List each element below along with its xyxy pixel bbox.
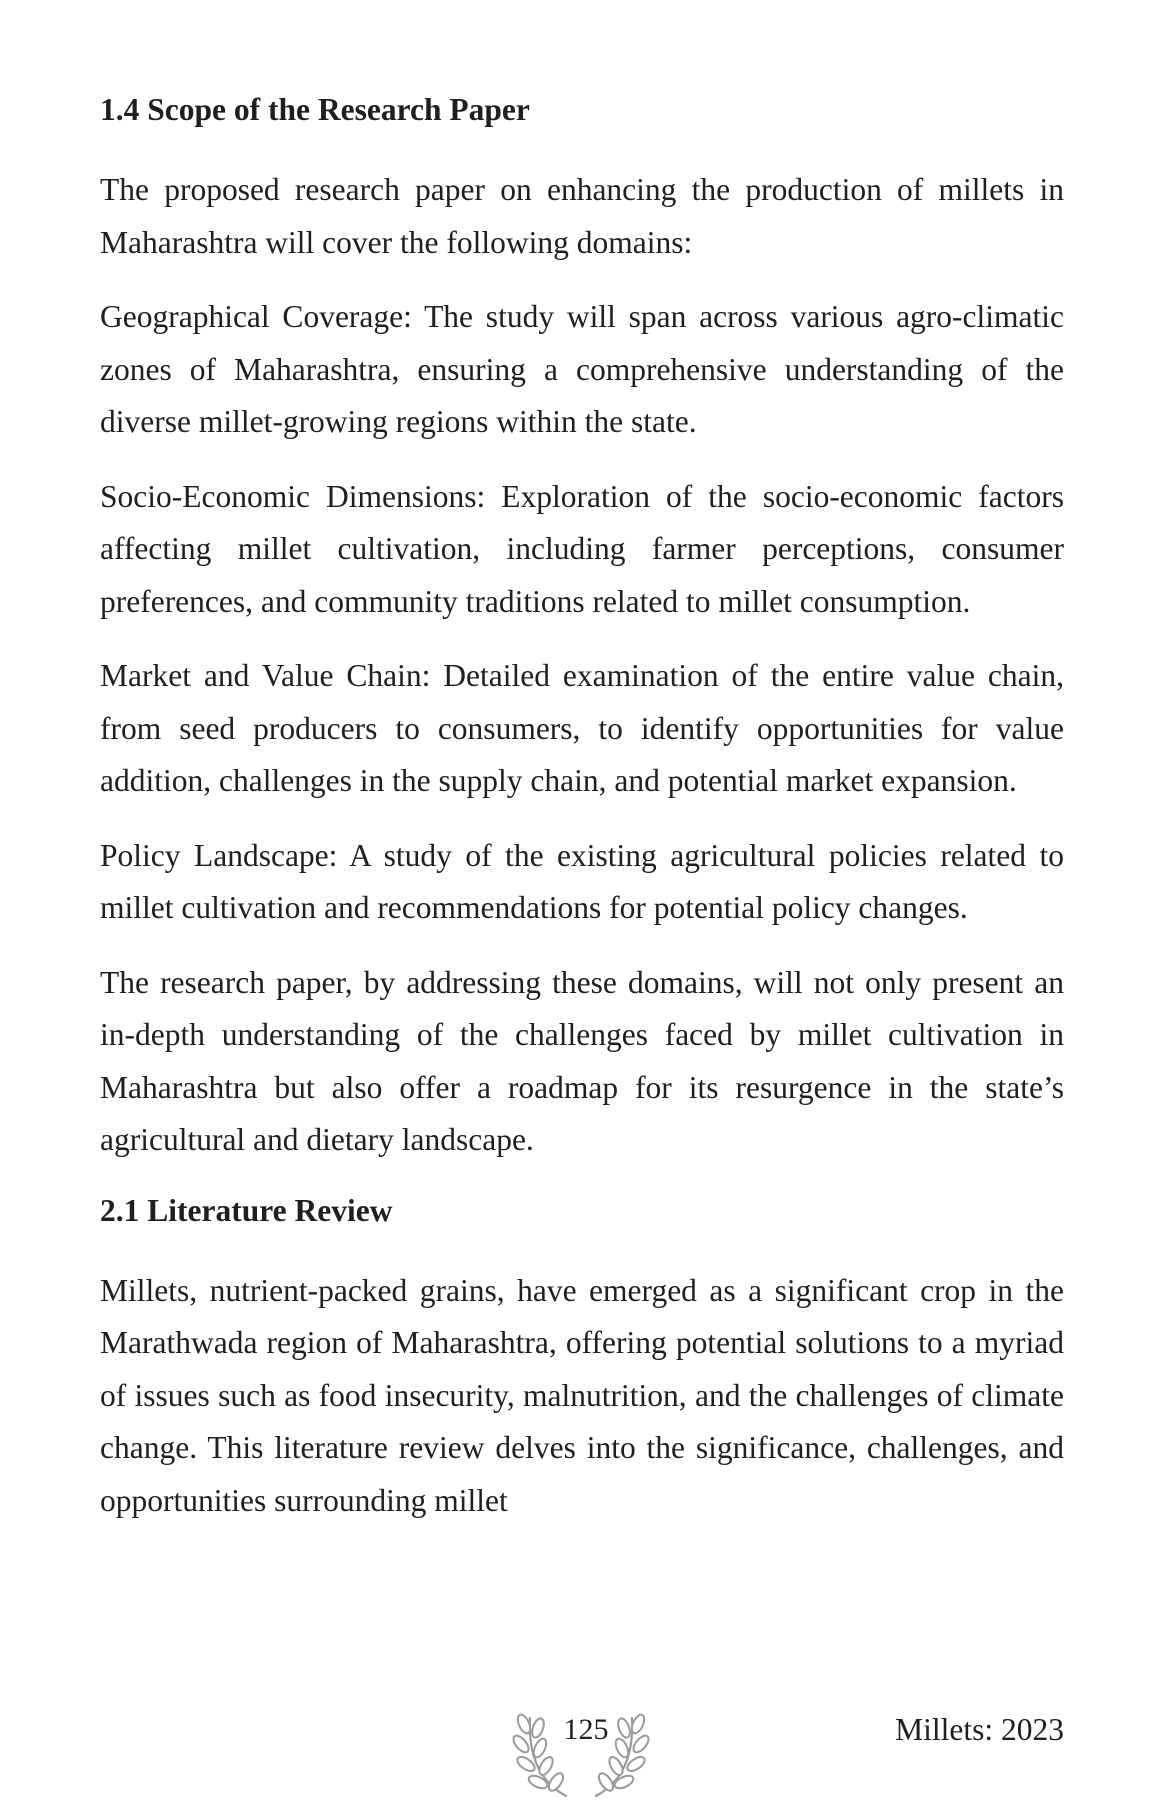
running-title: Millets: 2023 xyxy=(895,1712,1064,1747)
document-page xyxy=(100,88,1064,1549)
paragraph-intro: The proposed research paper on enhancing the production of millets in Maharashtra will cover the following domains: xyxy=(100,172,1064,260)
page-number: 125 xyxy=(563,1713,609,1746)
paragraph-market-value-chain: Market and Value Chain: Detailed examination of the entire value chain, from seed producers to consumers, to identify opportunities for value addition, challenges in the supply chain, and potential market expansion. xyxy=(100,658,1064,798)
paragraph-policy-landscape: Policy Landscape: A study of the existing agricultural policies related to millet cultivation and recommendations for potential policy changes. xyxy=(100,837,1064,925)
section-heading-literature-review: 2.1 Literature Review xyxy=(100,1192,393,1228)
paragraph-socio-economic: Socio-Economic Dimensions: Exploration of the socio-economic factors affecting millet cultivation, including farmer perceptions, consumer preferences, and community traditions related to millet consumption. xyxy=(100,478,1064,619)
page-footer xyxy=(0,1700,1164,1800)
paragraph-geographical-coverage: Geographical Coverage: The study will span across various agro-climatic zones of Maharashtra, ensuring a comprehensive understanding of the diverse millet-growing regions within the state. xyxy=(100,299,1064,439)
section-heading-scope: 1.4 Scope of the Research Paper xyxy=(100,92,530,127)
paragraph-conclusion: The research paper, by addressing these domains, will not only present an in-depth understanding of the challenges faced by millet cultivation in Maharashtra but also offer a roadmap for its resurgence in the state’s agricultural and dietary landscape. xyxy=(100,964,1064,1157)
paragraph-literature-review: Millets, nutrient-packed grains, have emerged as a significant crop in the Marathwada region of Maharashtra, offering potential solutions to a myriad of issues such as food insecurity, malnutrition, and the challenges of climate change. This literature review delves into the significance, challenges, and opportunities surrounding millet xyxy=(100,1272,1064,1518)
